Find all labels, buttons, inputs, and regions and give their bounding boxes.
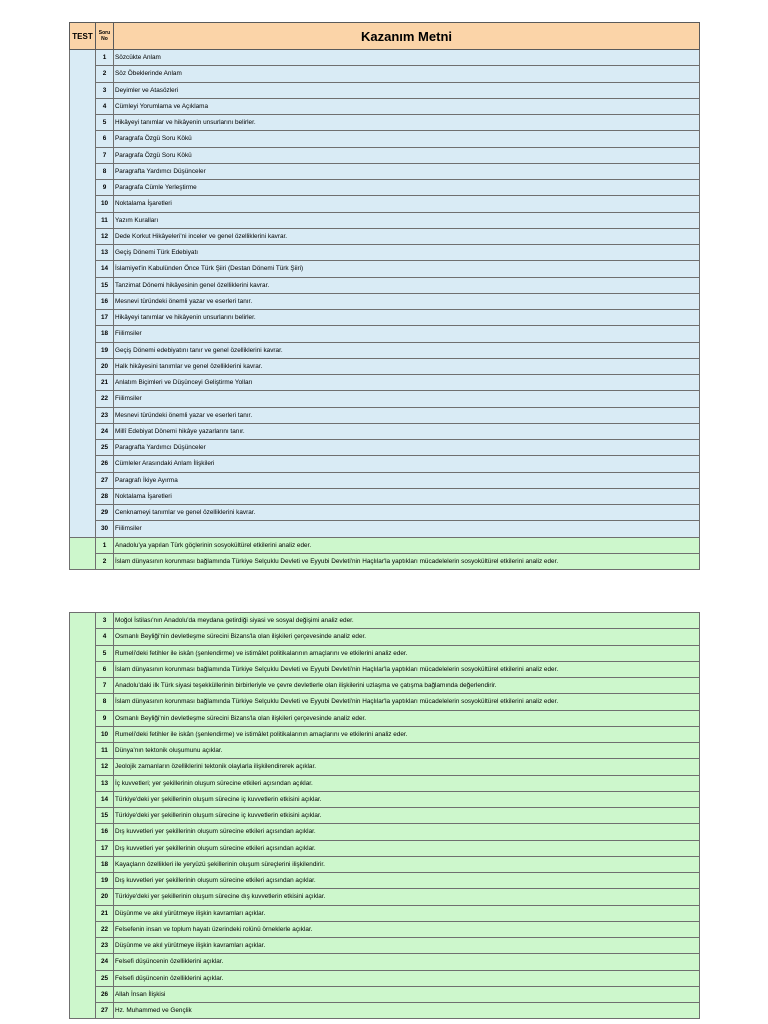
question-number: 1: [96, 50, 114, 66]
outcome-text: Dünya'nın tektonik oluşumunu açıklar.: [114, 743, 700, 759]
table-row: [70, 326, 700, 342]
table-row: [70, 261, 700, 277]
question-number: 30: [96, 521, 114, 537]
question-number: 4: [96, 98, 114, 114]
outcome-text: Fiilimsiler: [114, 521, 700, 537]
table-row: [70, 537, 700, 553]
question-number: 22: [96, 391, 114, 407]
outcome-text: Fiilimsiler: [114, 326, 700, 342]
question-number: 14: [96, 261, 114, 277]
question-number: 18: [96, 326, 114, 342]
question-number: 17: [96, 310, 114, 326]
section-label-cell: [70, 537, 96, 570]
question-number: 11: [96, 212, 114, 228]
outcome-text: Cümleyi Yorumlama ve Açıklama: [114, 98, 700, 114]
question-number: 9: [96, 180, 114, 196]
outcomes-table-1: [69, 22, 700, 570]
outcome-text: Dede Korkut Hikâyeleri'ni inceler ve genel özelliklerini kavrar.: [114, 228, 700, 244]
header-test: TEST: [70, 23, 96, 50]
outcome-text: Mesnevi türündeki önemli yazar ve eserleri tanır.: [114, 407, 700, 423]
table-row: [70, 505, 700, 521]
outcome-text: Hikâyeyi tanımlar ve hikâyenin unsurlarını belirler.: [114, 115, 700, 131]
question-number: 2: [96, 66, 114, 82]
question-number: 22: [96, 921, 114, 937]
table-row: [70, 50, 700, 66]
table-row: [70, 375, 700, 391]
outcome-text: İç kuvvetleri; yer şekillerinin oluşum sürecine etkileri açısından açıklar.: [114, 775, 700, 791]
table-row: [70, 613, 700, 629]
table-row: [70, 456, 700, 472]
question-number: 12: [96, 759, 114, 775]
table-header: [70, 23, 700, 50]
question-number: 3: [96, 613, 114, 629]
table-row: [70, 889, 700, 905]
outcome-text: Rumeli'deki fetihler ile iskân (şenlendirme) ve istimâlet politikalarının amaçlarını ve etkilerini analiz eder.: [114, 645, 700, 661]
question-number: 1: [96, 537, 114, 553]
outcome-text: Türkiye'deki yer şekillerinin oluşum sürecine dış kuvvetlerin etkisini açıklar.: [114, 889, 700, 905]
table-row: [70, 521, 700, 537]
table-row: [70, 310, 700, 326]
question-number: 27: [96, 1003, 114, 1019]
outcome-text: Türkiye'deki yer şekillerinin oluşum sürecine iç kuvvetlerin etkisini açıklar.: [114, 808, 700, 824]
question-number: 7: [96, 678, 114, 694]
outcome-text: Geçiş Dönemi edebiyatını tanır ve genel özelliklerini kavrar.: [114, 342, 700, 358]
table-row: [70, 196, 700, 212]
question-number: 8: [96, 694, 114, 710]
table-row: [70, 775, 700, 791]
outcome-text: Jeolojik zamanların özelliklerini tektonik olaylarla ilişkilendirerek açıklar.: [114, 759, 700, 775]
table-row: [70, 921, 700, 937]
table-row: [70, 245, 700, 261]
question-number: 19: [96, 342, 114, 358]
outcome-text: Geçiş Dönemi Türk Edebiyatı: [114, 245, 700, 261]
table-row: [70, 180, 700, 196]
question-number: 3: [96, 82, 114, 98]
question-number: 10: [96, 196, 114, 212]
table-row: [70, 678, 700, 694]
outcome-text: Allah İnsan İlişkisi: [114, 986, 700, 1002]
outcome-text: Osmanlı Beyliği'nin devletleşme sürecini Bizans'la olan ilişkileri çerçevesinde analiz eder.: [114, 710, 700, 726]
table-row: [70, 694, 700, 710]
question-number: 8: [96, 163, 114, 179]
outcome-text: Fiilimsiler: [114, 391, 700, 407]
question-number: 15: [96, 808, 114, 824]
question-number: 10: [96, 726, 114, 742]
outcome-text: Anadolu'daki ilk Türk siyasi teşekküllerinin birbirleriyle ve çevre devletlerle olan ilişkilerini uzlaşma ve çatışma bağlamında değerlendirir.: [114, 678, 700, 694]
table-row: [70, 277, 700, 293]
question-number: 21: [96, 905, 114, 921]
question-number: 25: [96, 970, 114, 986]
question-number: 9: [96, 710, 114, 726]
outcome-text: Kayaçların özellikleri ile yeryüzü şekillerinin oluşum süreçlerini ilişkilendirir.: [114, 856, 700, 872]
question-number: 16: [96, 824, 114, 840]
question-number: 21: [96, 375, 114, 391]
question-number: 26: [96, 456, 114, 472]
question-number: 18: [96, 856, 114, 872]
question-number: 16: [96, 293, 114, 309]
question-number: 20: [96, 358, 114, 374]
outcome-text: Dış kuvvetleri yer şekillerinin oluşum sürecine etkileri açısından açıklar.: [114, 840, 700, 856]
question-number: 17: [96, 840, 114, 856]
outcome-text: Anlatım Biçimleri ve Düşünceyi Geliştirme Yolları: [114, 375, 700, 391]
question-number: 2: [96, 553, 114, 569]
outcome-text: Felsefenin insan ve toplum hayatı üzerindeki rolünü örneklerle açıklar.: [114, 921, 700, 937]
outcome-text: Osmanlı Beyliği'nin devletleşme sürecini Bizans'la olan ilişkileri çerçevesinde analiz eder.: [114, 629, 700, 645]
outcome-text: Türkiye'deki yer şekillerinin oluşum sürecine iç kuvvetlerin etkisini açıklar.: [114, 791, 700, 807]
outcome-text: Noktalama İşaretleri: [114, 488, 700, 504]
question-number: 29: [96, 505, 114, 521]
table-row: [70, 629, 700, 645]
outcome-text: Tanzimat Dönemi hikâyesinin genel özelliklerini kavrar.: [114, 277, 700, 293]
outcome-text: Moğol İstilası'nın Anadolu'da meydana getirdiği siyasi ve sosyal değişimi analiz eder.: [114, 613, 700, 629]
table-row: [70, 472, 700, 488]
outcome-text: Paragrafa Özgü Soru Kökü: [114, 147, 700, 163]
section-label-cell: [70, 50, 96, 538]
table-row: [70, 66, 700, 82]
outcome-text: Düşünme ve akıl yürütmeye ilişkin kavramları açıklar.: [114, 905, 700, 921]
outcome-text: Cümleler Arasındaki Anlam İlişkileri: [114, 456, 700, 472]
outcome-text: Paragrafta Yardımcı Düşünceler: [114, 163, 700, 179]
table-row: [70, 407, 700, 423]
table-row: [70, 938, 700, 954]
table-row: [70, 1003, 700, 1019]
outcome-text: Noktalama İşaretleri: [114, 196, 700, 212]
question-number: 28: [96, 488, 114, 504]
outcome-text: Paragrafta Yardımcı Düşünceler: [114, 440, 700, 456]
table-row: [70, 856, 700, 872]
outcome-text: Felsefi düşüncenin özelliklerini açıklar.: [114, 954, 700, 970]
question-number: 4: [96, 629, 114, 645]
question-number: 5: [96, 115, 114, 131]
table-row: [70, 905, 700, 921]
outcome-text: Sözcükte Anlam: [114, 50, 700, 66]
table-row: [70, 82, 700, 98]
header-no: No: [101, 36, 108, 42]
question-number: 5: [96, 645, 114, 661]
outcome-text: Dış kuvvetleri yer şekillerinin oluşum sürecine etkileri açısından açıklar.: [114, 824, 700, 840]
table-row: [70, 553, 700, 569]
outcomes-table-2: [69, 612, 700, 1019]
outcome-text: Millî Edebiyat Dönemi hikâye yazarlarını tanır.: [114, 423, 700, 439]
table-row: [70, 970, 700, 986]
table-row: [70, 423, 700, 439]
question-number: 23: [96, 407, 114, 423]
question-number: 23: [96, 938, 114, 954]
outcome-text: İslamiyet'in Kabulünden Önce Türk Şiiri (Destan Dönemi Türk Şiiri): [114, 261, 700, 277]
table-row: [70, 791, 700, 807]
outcome-text: Hikâyeyi tanımlar ve hikâyenin unsurlarını belirler.: [114, 310, 700, 326]
question-number: 11: [96, 743, 114, 759]
outcome-text: Felsefi düşüncenin özelliklerini açıklar.: [114, 970, 700, 986]
table-row: [70, 759, 700, 775]
outcome-text: Halk hikâyesini tanımlar ve genel özelliklerini kavrar.: [114, 358, 700, 374]
outcome-text: Paragrafa Özgü Soru Kökü: [114, 131, 700, 147]
table-row: [70, 840, 700, 856]
outcome-text: İslam dünyasının korunması bağlamında Türkiye Selçuklu Devleti ve Eyyubi Devleti'nin Haçlılar'la yaptıkları mücadelelerin sosyokültürel etkilerini analiz eder.: [114, 694, 700, 710]
outcome-text: Cenknameyi tanımlar ve genel özelliklerini kavrar.: [114, 505, 700, 521]
question-number: 27: [96, 472, 114, 488]
table-row: [70, 824, 700, 840]
table-row: [70, 986, 700, 1002]
table-row: [70, 391, 700, 407]
question-number: 26: [96, 986, 114, 1002]
header-soru: Soru: [98, 30, 111, 36]
table-row: [70, 342, 700, 358]
outcome-text: Deyimler ve Atasözleri: [114, 82, 700, 98]
table-row: [70, 293, 700, 309]
table-row: [70, 808, 700, 824]
outcome-text: Düşünme ve akıl yürütmeye ilişkin kavramları açıklar.: [114, 938, 700, 954]
table-row: [70, 954, 700, 970]
question-number: 15: [96, 277, 114, 293]
table-row: [70, 131, 700, 147]
table-row: [70, 228, 700, 244]
question-number: 13: [96, 775, 114, 791]
table-row: [70, 873, 700, 889]
table-row: [70, 115, 700, 131]
table-row: [70, 726, 700, 742]
outcome-text: Söz Öbeklerinde Anlam: [114, 66, 700, 82]
question-number: 13: [96, 245, 114, 261]
outcome-text: Mesnevi türündeki önemli yazar ve eserleri tanır.: [114, 293, 700, 309]
question-number: 25: [96, 440, 114, 456]
outcome-text: Paragrafı İkiye Ayırma: [114, 472, 700, 488]
header-question-no: [96, 23, 114, 50]
outcome-text: Hz. Muhammed ve Gençlik: [114, 1003, 700, 1019]
table-row: [70, 440, 700, 456]
question-number: 24: [96, 954, 114, 970]
table-row: [70, 212, 700, 228]
question-number: 20: [96, 889, 114, 905]
table-row: [70, 710, 700, 726]
outcome-text: İslam dünyasının korunması bağlamında Türkiye Selçuklu Devleti ve Eyyubi Devleti'nin Haçlılar'la yaptıkları mücadelelerin sosyokültürel etkilerini analiz eder.: [114, 661, 700, 677]
table-row: [70, 645, 700, 661]
outcome-text: Dış kuvvetleri yer şekillerinin oluşum sürecine etkileri açısından açıklar.: [114, 873, 700, 889]
outcome-text: Yazım Kuralları: [114, 212, 700, 228]
question-number: 12: [96, 228, 114, 244]
question-number: 7: [96, 147, 114, 163]
question-number: 14: [96, 791, 114, 807]
outcome-text: Rumeli'deki fetihler ile iskân (şenlendirme) ve istimâlet politikalarının amaçlarını ve etkilerini analiz eder.: [114, 726, 700, 742]
outcome-text: İslam dünyasının korunması bağlamında Türkiye Selçuklu Devleti ve Eyyubi Devleti'nin Haçlılar'la yaptıkları mücadelelerin sosyokültürel etkilerini analiz eder.: [114, 553, 700, 569]
header-title: Kazanım Metni: [114, 23, 700, 50]
question-number: 19: [96, 873, 114, 889]
table-row: [70, 147, 700, 163]
question-number: 24: [96, 423, 114, 439]
outcome-text: Anadolu'ya yapılan Türk göçlerinin sosyokültürel etkilerini analiz eder.: [114, 537, 700, 553]
section-label-cell: [70, 613, 96, 1019]
table-row: [70, 661, 700, 677]
question-number: 6: [96, 131, 114, 147]
table-row: [70, 98, 700, 114]
table-row: [70, 488, 700, 504]
outcome-text: Paragrafa Cümle Yerleştirme: [114, 180, 700, 196]
table-row: [70, 163, 700, 179]
table-row: [70, 743, 700, 759]
table-row: [70, 358, 700, 374]
question-number: 6: [96, 661, 114, 677]
